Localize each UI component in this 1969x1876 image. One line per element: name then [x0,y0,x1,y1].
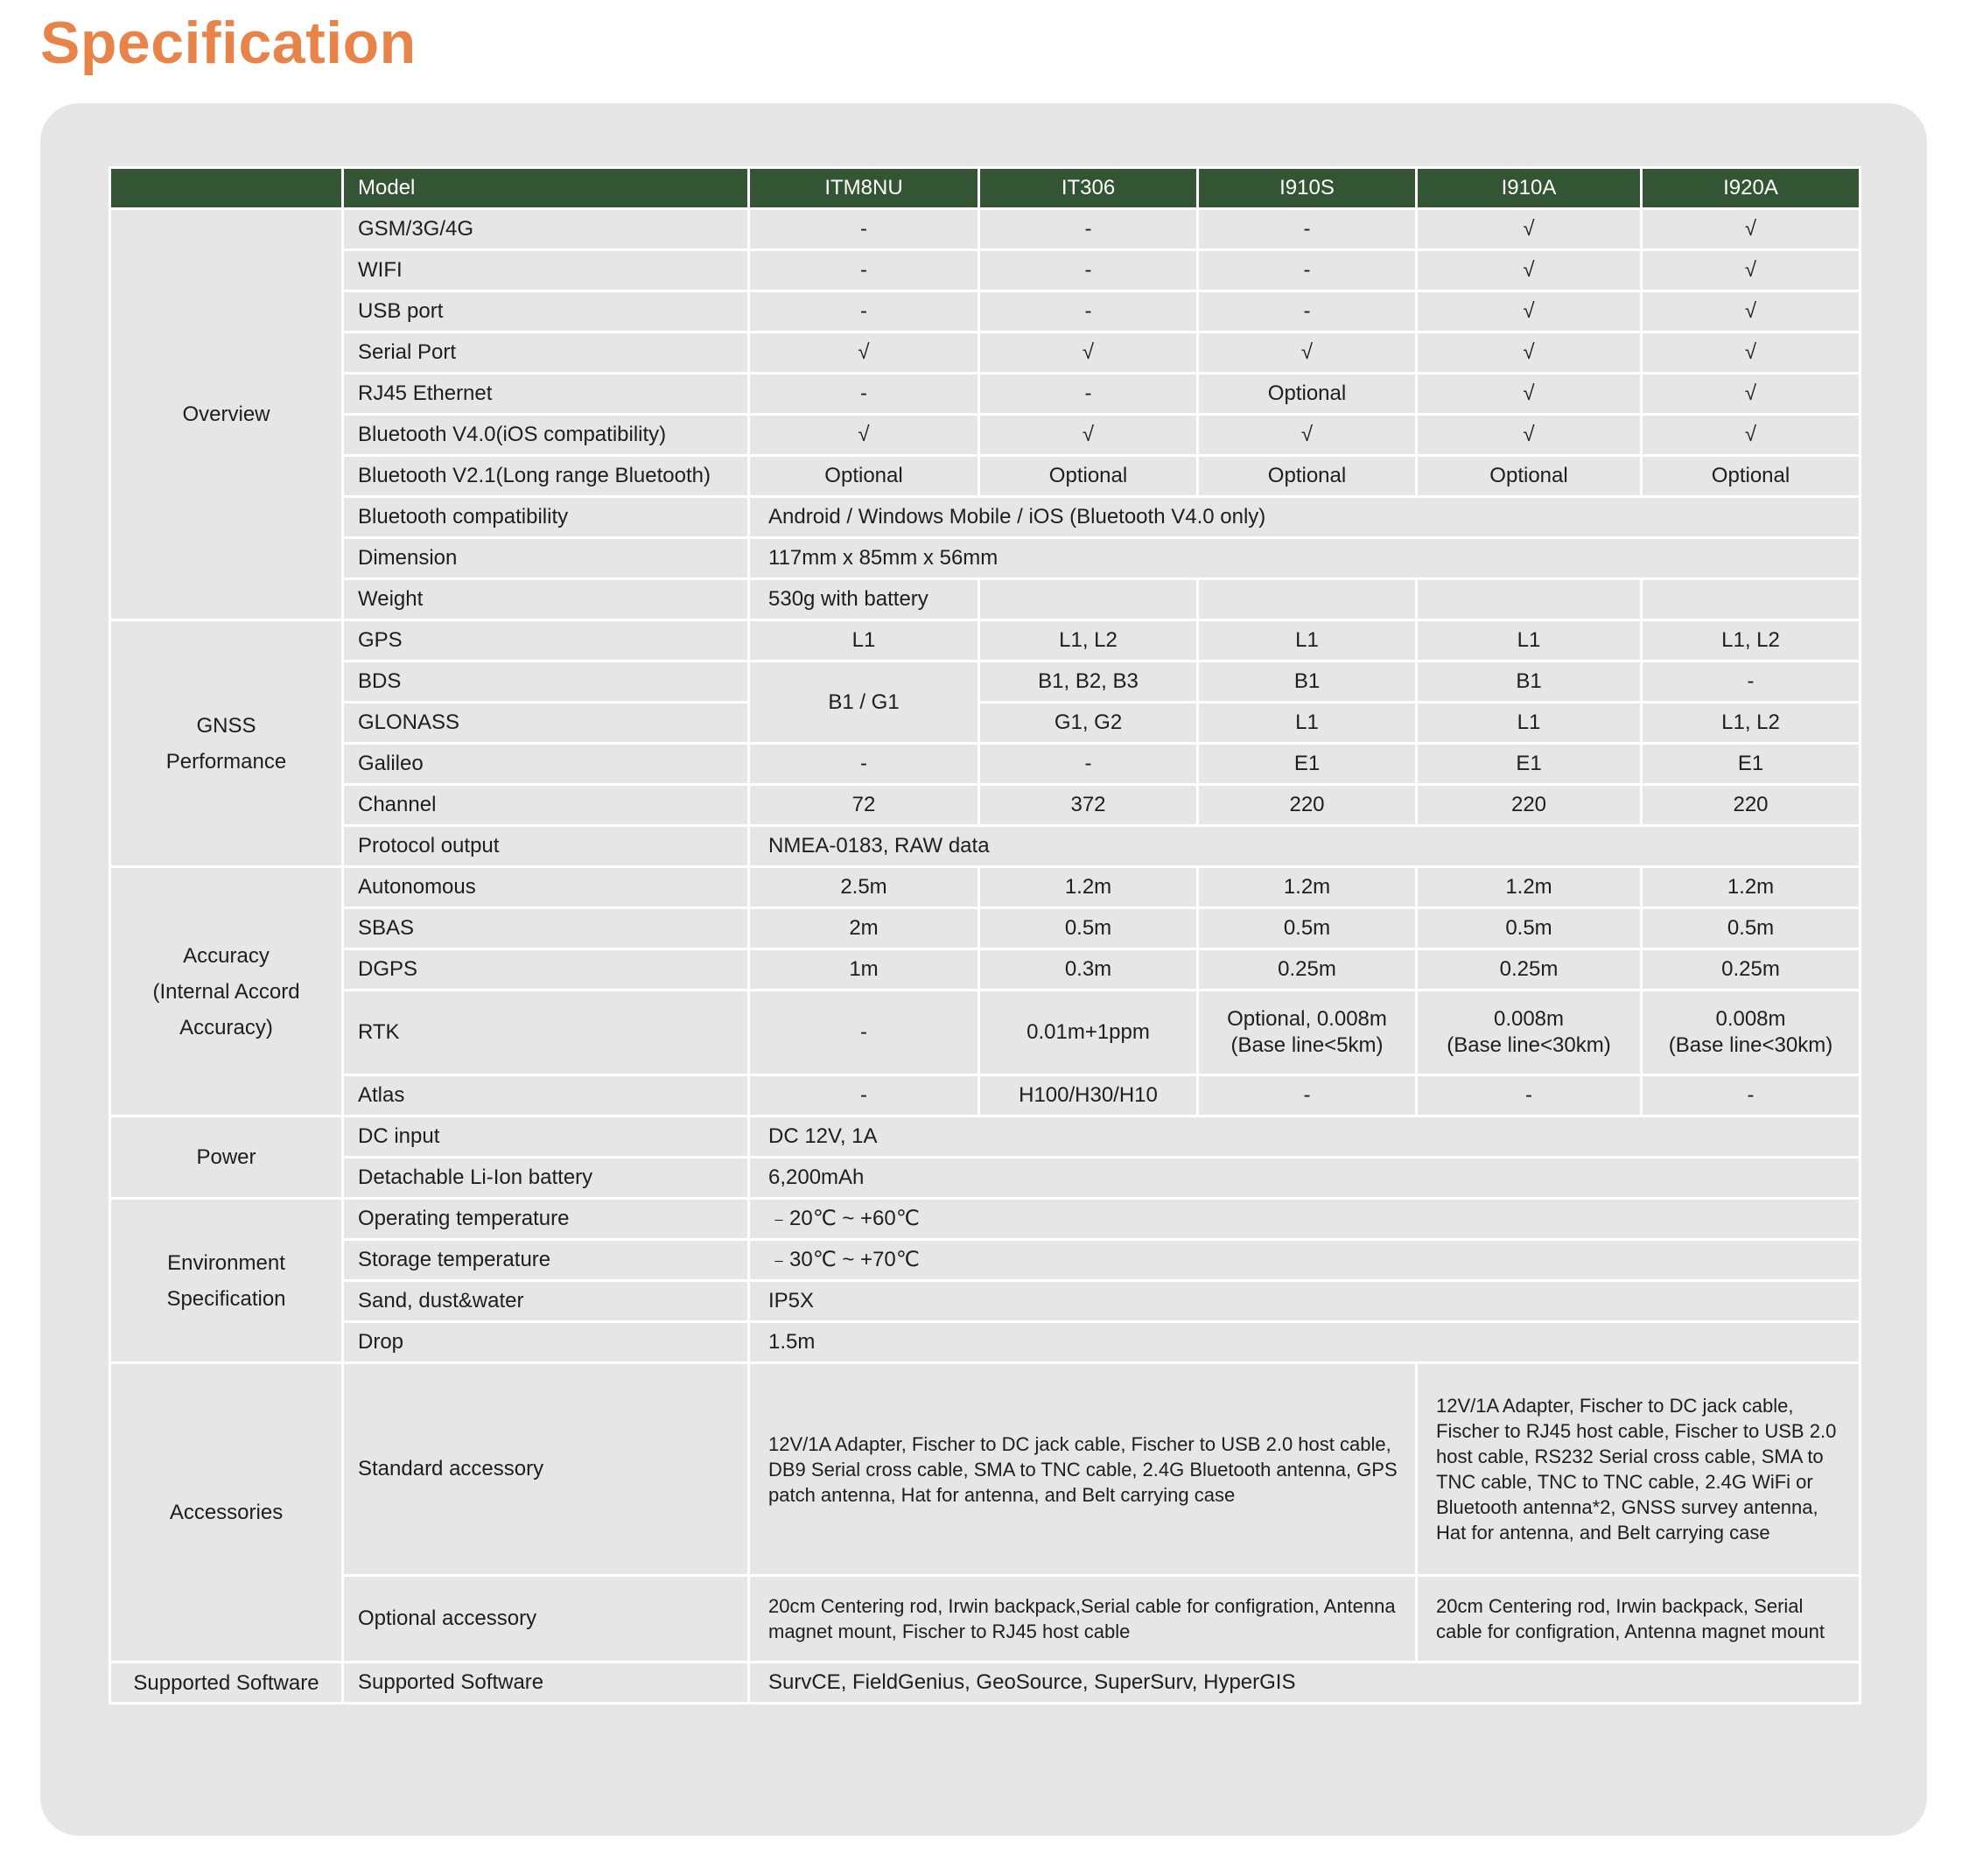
cell: SurvCE, FieldGenius, GeoSource, SuperSurv, HyperGIS [749,1662,1860,1704]
table-row [110,1363,1860,1576]
table-row [110,867,1860,908]
group-accuracy: Accuracy (Internal Accord Accuracy) [110,867,343,1116]
table-row [110,1281,1860,1322]
cell: ﹣20℃ ~ +60℃ [749,1199,1860,1240]
cell: √ [1642,332,1860,374]
group-power: Power [110,1116,343,1199]
header-model: I920A [1642,168,1860,209]
table-row [110,744,1860,785]
cell: 1.2m [1642,867,1860,908]
row-label: Storage temperature [343,1240,749,1281]
cell: 1m [749,949,979,990]
cell: 6,200mAh [749,1158,1860,1199]
table-row [110,579,1860,620]
row-label: RJ45 Ethernet [343,374,749,415]
table-row [110,456,1860,497]
cell: √ [1417,332,1642,374]
cell: - [749,250,979,291]
row-label: Protocol output [343,826,749,867]
table-row [110,1116,1860,1158]
cell: - [749,374,979,415]
cell: - [979,250,1198,291]
cell: - [749,209,979,250]
cell: 220 [1642,785,1860,826]
group-overview: Overview [110,209,343,620]
cell [979,579,1198,620]
row-label: Serial Port [343,332,749,374]
header-model: IT306 [979,168,1198,209]
cell: - [979,209,1198,250]
table-row [110,990,1860,1075]
cell: 0.01m+1ppm [979,990,1198,1075]
cell: √ [1642,415,1860,456]
row-label: Drop [343,1322,749,1363]
table-row [110,703,1860,744]
cell: - [1642,662,1860,703]
row-label: BDS [343,662,749,703]
table-row [110,1158,1860,1199]
table-row [110,291,1860,332]
cell [1198,579,1417,620]
cell: B1 / G1 [749,662,979,744]
table-row [110,415,1860,456]
table-row [110,1576,1860,1662]
cell: Optional, 0.008m (Base line<5km) [1198,990,1417,1075]
cell: 20cm Centering rod, Irwin backpack,Serial cable for configration, Antenna magnet mount, Fischer to RJ45 host cable [749,1576,1417,1662]
group-gnss: GNSS Performance [110,620,343,867]
cell: √ [1198,415,1417,456]
row-label: Standard accessory [343,1363,749,1576]
cell: 1.2m [1198,867,1417,908]
cell: 0.25m [1198,949,1417,990]
cell: Optional [1417,456,1642,497]
cell: L1, L2 [1642,703,1860,744]
row-label: GPS [343,620,749,662]
table-row [110,1240,1860,1281]
cell [1642,579,1860,620]
cell: √ [1642,374,1860,415]
cell: 0.25m [1642,949,1860,990]
cell: L1 [1417,620,1642,662]
row-label: Bluetooth compatibility [343,497,749,538]
cell: √ [1417,291,1642,332]
table-row [110,826,1860,867]
cell: 1.5m [749,1322,1860,1363]
row-label: Bluetooth V2.1(Long range Bluetooth) [343,456,749,497]
cell: Optional [1642,456,1860,497]
cell: L1 [749,620,979,662]
cell: 2m [749,908,979,949]
cell: Android / Windows Mobile / iOS (Bluetooth V4.0 only) [749,497,1860,538]
cell: 72 [749,785,979,826]
cell: B1 [1417,662,1642,703]
cell: L1 [1417,703,1642,744]
cell: Optional [979,456,1198,497]
table-row [110,1662,1860,1704]
row-label: Channel [343,785,749,826]
cell: √ [1417,415,1642,456]
cell: E1 [1642,744,1860,785]
table-row [110,908,1860,949]
cell: - [749,744,979,785]
row-label: Weight [343,579,749,620]
cell: 530g with battery [749,579,979,620]
group-environment: Environment Specification [110,1199,343,1363]
cell: - [979,374,1198,415]
cell: H100/H30/H10 [979,1075,1198,1116]
cell: √ [979,415,1198,456]
header-model: I910A [1417,168,1642,209]
cell: √ [749,332,979,374]
table-row [110,250,1860,291]
cell: Optional [1198,374,1417,415]
table-row [110,620,1860,662]
cell: 12V/1A Adapter, Fischer to DC jack cable, Fischer to RJ45 host cable, Fischer to USB 2.0 host cable, RS232 Serial cross cable, SMA to TNC cable, TNC to TNC cable, 2.4G WiFi or Bluetooth antenna*2, GNSS survey antenna, Hat for antenna, and Belt carrying case [1417,1363,1860,1576]
cell: √ [979,332,1198,374]
row-label: Atlas [343,1075,749,1116]
cell: IP5X [749,1281,1860,1322]
row-label: Supported Software [343,1662,749,1704]
cell: 20cm Centering rod, Irwin backpack, Serial cable for configration, Antenna magnet mount [1417,1576,1860,1662]
row-label: WIFI [343,250,749,291]
row-label: Operating temperature [343,1199,749,1240]
cell: √ [1417,209,1642,250]
cell: √ [1198,332,1417,374]
table-row [110,785,1860,826]
cell: - [1417,1075,1642,1116]
cell: B1, B2, B3 [979,662,1198,703]
cell: 0.008m (Base line<30km) [1417,990,1642,1075]
row-label: GSM/3G/4G [343,209,749,250]
cell: L1 [1198,620,1417,662]
cell: √ [1642,250,1860,291]
header-model-label: Model [343,168,749,209]
cell: √ [749,415,979,456]
cell: 12V/1A Adapter, Fischer to DC jack cable, Fischer to USB 2.0 host cable, DB9 Serial cross cable, SMA to TNC cable, 2.4G Bluetooth antenna, GPS patch antenna, Hat for antenna, and Belt carrying case [749,1363,1417,1576]
cell: NMEA-0183, RAW data [749,826,1860,867]
cell: L1 [1198,703,1417,744]
cell: - [1198,1075,1417,1116]
cell: 0.25m [1417,949,1642,990]
table-row [110,209,1860,250]
cell: √ [1642,209,1860,250]
cell: 0.5m [1417,908,1642,949]
header-row [110,168,1860,209]
table-row [110,1075,1860,1116]
cell: 0.3m [979,949,1198,990]
table-row [110,662,1860,703]
cell: 220 [1198,785,1417,826]
cell: √ [1642,291,1860,332]
row-label: DC input [343,1116,749,1158]
cell: √ [1417,250,1642,291]
table-row [110,1322,1860,1363]
cell: √ [1417,374,1642,415]
cell: 220 [1417,785,1642,826]
table-row [110,538,1860,579]
cell: - [749,1075,979,1116]
cell: - [1198,250,1417,291]
cell: - [1642,1075,1860,1116]
cell: E1 [1198,744,1417,785]
cell: 1.2m [1417,867,1642,908]
header-model: I910S [1198,168,1417,209]
cell: B1 [1198,662,1417,703]
cell: 2.5m [749,867,979,908]
row-label: Sand, dust&water [343,1281,749,1322]
page-title: Specification [40,10,417,76]
cell: - [979,291,1198,332]
group-software: Supported Software [110,1662,343,1704]
spec-table [109,166,1861,1704]
header-corner [110,168,343,209]
cell: L1, L2 [979,620,1198,662]
group-accessories: Accessories [110,1363,343,1662]
cell: - [749,291,979,332]
cell: 0.5m [1642,908,1860,949]
cell: - [979,744,1198,785]
cell: 0.008m (Base line<30km) [1642,990,1860,1075]
cell: Optional [1198,456,1417,497]
row-label: Optional accessory [343,1576,749,1662]
row-label: Dimension [343,538,749,579]
cell: E1 [1417,744,1642,785]
cell: DC 12V, 1A [749,1116,1860,1158]
cell: - [749,990,979,1075]
cell: - [1198,209,1417,250]
cell: 0.5m [979,908,1198,949]
row-label: Galileo [343,744,749,785]
row-label: SBAS [343,908,749,949]
cell: - [1198,291,1417,332]
row-label: GLONASS [343,703,749,744]
cell: L1, L2 [1642,620,1860,662]
row-label: Bluetooth V4.0(iOS compatibility) [343,415,749,456]
cell: 0.5m [1198,908,1417,949]
row-label: RTK [343,990,749,1075]
cell: G1, G2 [979,703,1198,744]
cell: 372 [979,785,1198,826]
cell: ﹣30℃ ~ +70℃ [749,1240,1860,1281]
header-model: ITM8NU [749,168,979,209]
cell: 117mm x 85mm x 56mm [749,538,1860,579]
table-row [110,332,1860,374]
table-row [110,374,1860,415]
table-row [110,1199,1860,1240]
row-label: USB port [343,291,749,332]
cell: Optional [749,456,979,497]
table-row [110,497,1860,538]
row-label: DGPS [343,949,749,990]
cell: 1.2m [979,867,1198,908]
row-label: Autonomous [343,867,749,908]
table-row [110,949,1860,990]
cell [1417,579,1642,620]
row-label: Detachable Li-Ion battery [343,1158,749,1199]
